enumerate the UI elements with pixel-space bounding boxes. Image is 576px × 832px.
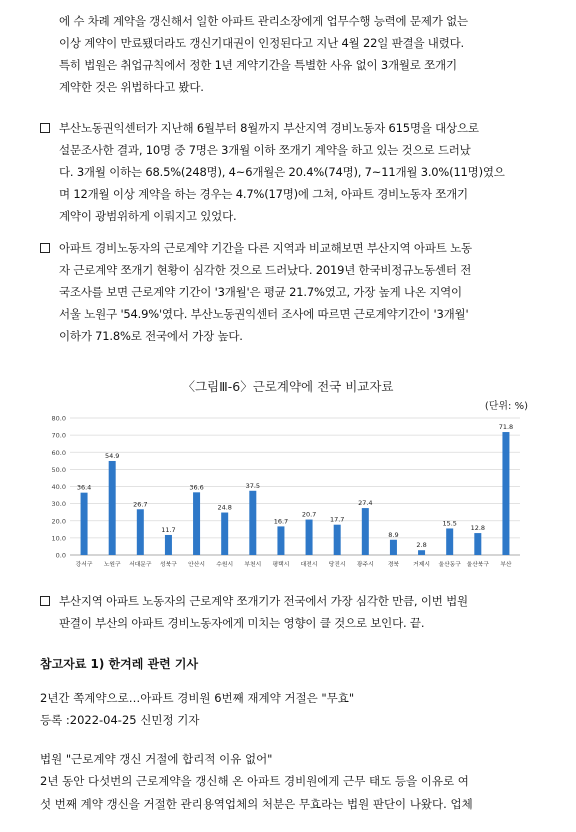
x-category-label: 당진시 (328, 562, 346, 568)
bar-value-label: 16.7 (273, 517, 289, 526)
bar (418, 550, 425, 555)
bar (277, 526, 284, 555)
bar-value-label: 54.9 (104, 451, 120, 460)
x-category-label: 광주시 (356, 562, 374, 568)
bullet-paragraph-comparison (40, 237, 560, 349)
intro-line: 이상 계약이 만료됐더라도 갱신기대권이 인정된다고 지난 4월 22일 판결을 내렸다. (59, 36, 464, 50)
bar-chart (40, 410, 530, 576)
bullet-paragraph-conclusion (40, 590, 560, 636)
bar-value-label: 2.8 (416, 541, 427, 550)
bar (334, 525, 341, 555)
intro-paragraph (59, 10, 559, 98)
bar-value-label: 24.8 (217, 503, 232, 512)
bar-value-label: 36.6 (189, 483, 204, 492)
y-tick-label: 0.0 (55, 551, 66, 560)
bar (362, 508, 369, 555)
x-category-label: 노원구 (103, 562, 121, 568)
y-tick-label: 70.0 (51, 431, 66, 440)
bullet-line: 판결이 부산의 아파트 경비노동자에게 미치는 영향이 클 것으로 보인다. 끝. (59, 616, 425, 630)
bar-value-label: 26.7 (133, 500, 148, 509)
y-tick-label: 60.0 (51, 448, 66, 457)
y-tick-label: 20.0 (51, 517, 66, 526)
article-subheading: 법원 "근로계약 갱신 거절에 합리적 이유 없어" (40, 752, 273, 766)
bullet-line: 자 근로계약 쪼개기 현황이 심각한 것으로 드러났다. 2019년 한국비정규노동센터 전 (59, 263, 472, 277)
bullet-line: 부산지역 아파트 노동자의 근로계약 쪼개기가 전국에서 가장 심각한 만큼, 이번 법원 (59, 594, 468, 608)
x-category-label: 안산시 (188, 562, 205, 568)
article-body-line: 섯 번째 계약 갱신을 거절한 관리용역업체의 처분은 무효라는 법원 판단이 나왔다. 업체 (40, 797, 473, 811)
bullet-line: 다. 3개월 이하는 68.5%(248명), 4~6개월은 20.4%(74명), 7~11개월 3.0%(11명)였으 (59, 165, 505, 179)
bar-value-label: 36.4 (76, 483, 92, 492)
bullet-line: 국조사를 보면 근로계약 기간이 '3개월'은 평균 21.7%였고, 가장 높게 나온 지역이 (59, 285, 462, 299)
checkbox-bullet-icon (40, 123, 50, 133)
reference-heading: 참고자료 1) 한겨레 관련 기사 (40, 657, 199, 671)
bar (502, 432, 509, 555)
bar (221, 513, 228, 555)
bar (193, 492, 200, 555)
article-byline: 등록 :2022-04-25 신민정 기자 (40, 713, 200, 727)
bullet-paragraph-survey (40, 117, 560, 229)
bar (109, 461, 116, 555)
bar (446, 528, 453, 555)
y-tick-label: 30.0 (51, 500, 66, 509)
bullet-line: 며 12개월 이상 계약을 하는 경우는 4.7%(17명)에 그쳐, 아파트 경비노동자 쪼개기 (59, 187, 468, 201)
figure-unit-label: (단위: %) (484, 401, 528, 412)
intro-line: 에 수 차례 계약을 갱신해서 일한 아파트 관리소장에게 업무수행 능력에 문제가 없는 (59, 14, 468, 28)
bullet-line: 계약이 광범위하게 이뤄지고 있었다. (59, 209, 237, 223)
x-category-label: 부산 (500, 562, 512, 568)
bar-value-label: 17.7 (329, 515, 345, 524)
x-category-label: 강서구 (75, 562, 93, 568)
bar (249, 491, 256, 555)
article-body-line: 2년 동안 다섯번의 근로계약을 갱신해 온 아파트 경비원에게 근무 태도 등을 이유로 여 (40, 774, 469, 788)
bar-value-label: 71.8 (498, 423, 514, 432)
bar (81, 493, 88, 555)
bar (390, 540, 397, 555)
bar-value-label: 8.9 (388, 530, 399, 539)
bullet-line: 설문조사한 결과, 10명 중 7명은 3개월 이하 쪼개기 계약을 하고 있는 것으로 드러났 (59, 143, 471, 157)
intro-line: 특히 법원은 취업규칙에서 정한 1년 계약기간을 특별한 사유 없이 3개월로 쪼개기 (59, 58, 457, 72)
x-category-label: 수원시 (216, 562, 234, 568)
bar-value-label: 27.4 (358, 499, 373, 508)
y-tick-label: 10.0 (51, 534, 66, 543)
bar-value-label: 11.7 (161, 525, 176, 534)
x-category-label: 평택시 (272, 562, 290, 568)
bar-value-label: 15.5 (442, 519, 457, 528)
y-tick-label: 80.0 (51, 414, 66, 423)
x-category-label: 울산북구 (466, 562, 490, 568)
x-category-label: 부천시 (244, 562, 262, 568)
x-category-label: 경북 (387, 562, 400, 568)
y-tick-label: 50.0 (51, 465, 66, 474)
bullet-line: 서울 노원구 '54.9%'였다. 부산노동권익센터 조사에 따르면 근로계약기간이 '3개월' (59, 307, 469, 321)
bar (137, 509, 144, 555)
x-category-label: 울산동구 (438, 562, 461, 568)
x-category-label: 대전시 (300, 562, 318, 568)
bullet-line: 이하가 71.8%로 전국에서 가장 높다. (59, 329, 243, 343)
x-category-label: 거제시 (413, 562, 430, 568)
intro-line: 계약한 것은 위법하다고 봤다. (59, 80, 204, 94)
y-tick-label: 40.0 (51, 483, 66, 491)
bullet-line: 부산노동권익센터가 지난해 6월부터 8월까지 부산지역 경비노동자 615명을 대상으로 (59, 121, 479, 135)
x-category-label: 성북구 (160, 562, 177, 568)
x-category-label: 서대문구 (129, 562, 152, 568)
bar-value-label: 12.8 (470, 524, 486, 533)
bar (306, 520, 313, 555)
figure-title: 〈그림Ⅲ-6〉근로계약에 전국 비교자료 (182, 379, 394, 394)
bullet-line: 아파트 경비노동자의 근로계약 기간을 다른 지역과 비교해보면 부산지역 아파트 노동 (59, 241, 472, 255)
bar (165, 535, 172, 555)
checkbox-bullet-icon (40, 243, 50, 253)
bar-value-label: 20.7 (301, 510, 317, 519)
bar (474, 533, 481, 555)
article-title: 2년간 쪽계약으로…아파트 경비원 6번째 재계약 거절은 "무효" (40, 691, 355, 705)
checkbox-bullet-icon (40, 596, 50, 606)
bar-value-label: 37.5 (245, 481, 261, 490)
